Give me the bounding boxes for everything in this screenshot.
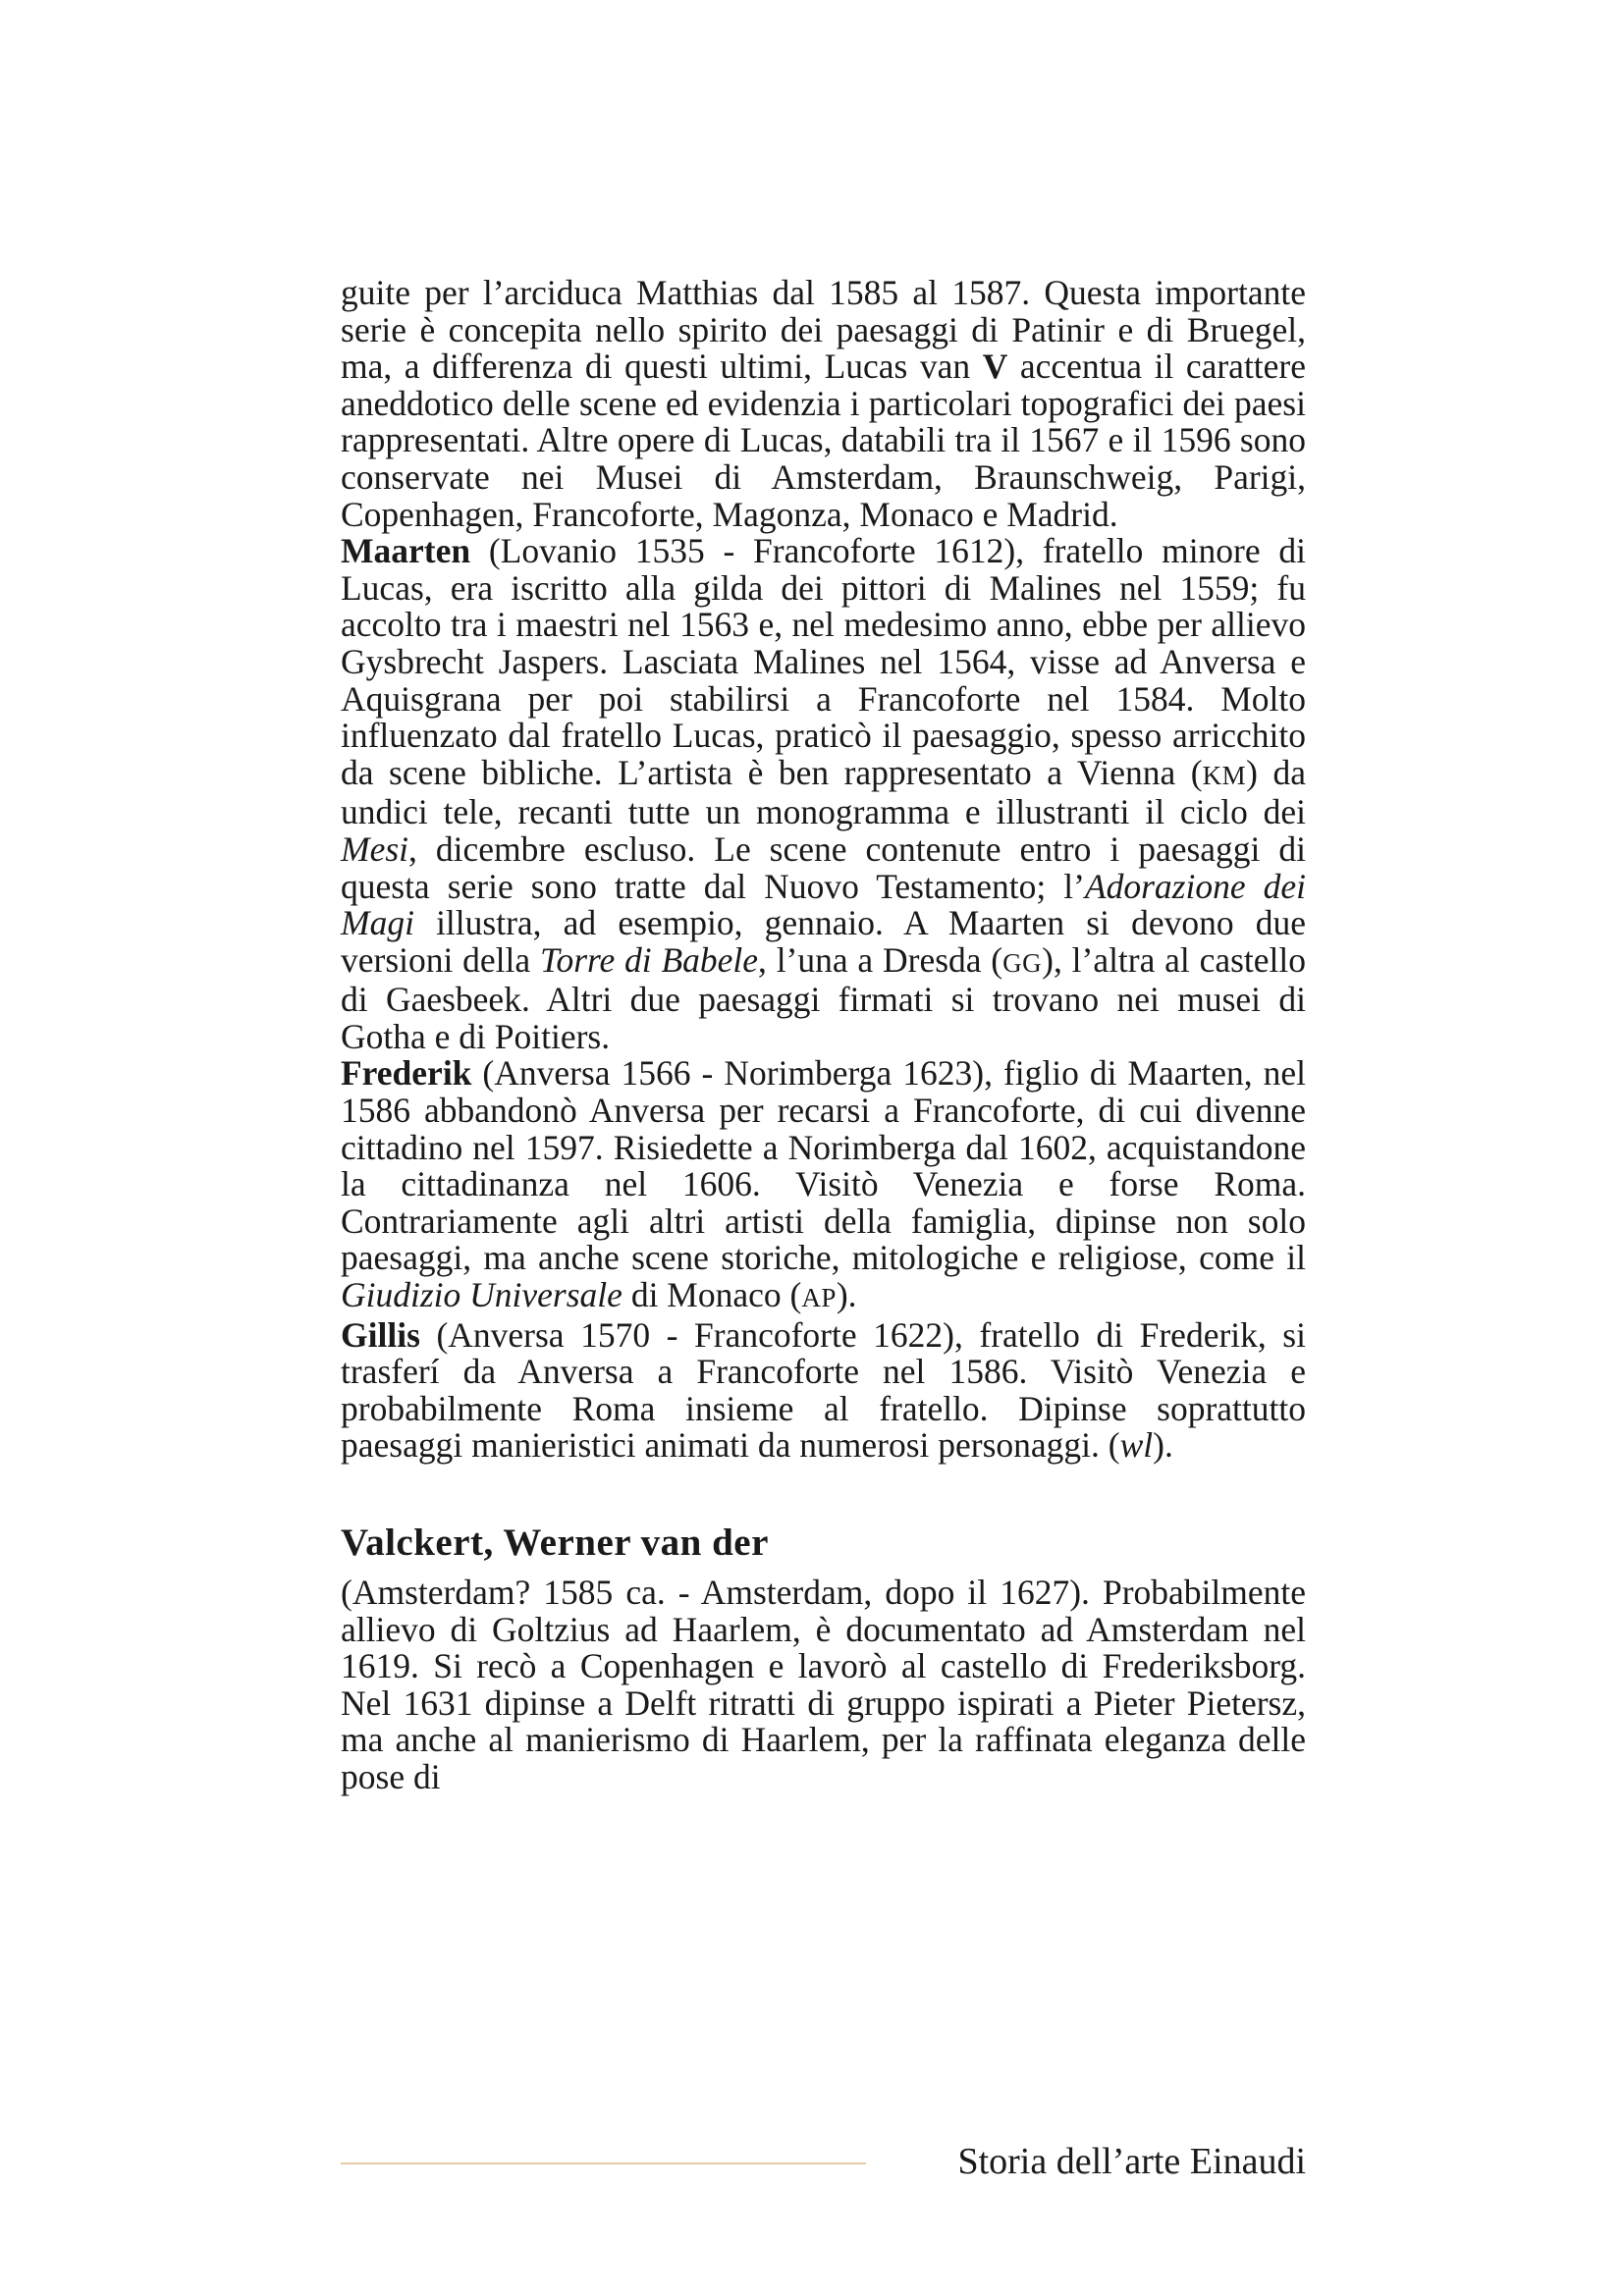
- page-footer: [341, 2140, 1306, 2189]
- page-content: [341, 275, 1306, 1796]
- paragraph-valckert: (Amsterdam? 1585 ca. - Amsterdam, dopo il 1627). Probabilmente allievo di Goltzius ad Haarlem, è documentato ad Amsterdam nel 1619. Si recò a Copenhagen e lavorò al castello di Frederiksborg. Nel 1631 dipinse a Delft ritratti di gruppo ispirati a Pieter Pietersz, ma anche al manierismo di Haarlem, per la raffinata eleganza delle pose di: [341, 1573, 1306, 1796]
- bold-letter: V: [982, 347, 1008, 387]
- paragraph-maarten: [341, 533, 1306, 1055]
- text-run: ) da undici tele, recanti tutte un monogramma e illustranti il ciclo dei: [341, 752, 1306, 832]
- text-run: , l’una a Dresda (: [758, 939, 1003, 980]
- artist-name: Frederik: [341, 1053, 472, 1094]
- text-run: ).: [836, 1275, 857, 1315]
- text-run: (Lovanio 1535 - Francoforte 1612), fratello minore di Lucas, era iscritto alla gilda dei pittori di Malines nel 1559; fu accolto tra i maestri nel 1563 e, nel medesimo anno, ebbe per allievo Gysbrecht Jaspers. Lasciata Malines nel 1564, visse ad Anversa e Aquisgrana per poi stabilirsi a Francoforte nel 1584. Molto influenzato dal fratello Lucas, praticò il paesaggio, spesso arricchito da scene bibliche. L’artista è ben rappresentato a Vienna (: [341, 531, 1306, 792]
- artist-name: Maarten: [341, 531, 471, 571]
- text-run: illustra, ad esempio, gennaio. A Maarten si devono due versioni della: [341, 903, 1306, 980]
- text-run: ), l’altra al castello di Gaesbeek. Altri due paesaggi firmati si trovano nei musei di Gotha e di Poitiers.: [341, 939, 1307, 1056]
- paragraph-gillis: [341, 1314, 1306, 1466]
- paragraph-frederik: [341, 1055, 1306, 1316]
- text-run: (Anversa 1570 - Francoforte 1622), fratello di Frederik, si trasferí da Anversa a Francoforte nel 1586. Visitò Venezia e probabilmente Roma insieme al fratello. Dipinse soprattutto paesaggi manieristici animati da numerosi personaggi. (: [341, 1314, 1306, 1466]
- museum-abbreviation: KM: [1202, 760, 1247, 790]
- text-run: (Anversa 1566 - Norimberga 1623), figlio di Maarten, nel 1586 abbandonò Anversa per recarsi a Francoforte, di cui divenne cittadino nel 1597. Risiedette a Norimberga dal 1602, acquistandone la cittadinanza nel 1606. Visitò Venezia e forse Roma. Contrariamente agli altri artisti della famiglia, dipinse non solo paesaggi, ma anche scene storiche, mitologiche e religiose, come il: [341, 1053, 1306, 1278]
- artist-name: Gillis: [341, 1314, 420, 1355]
- footer-rule: [341, 2163, 866, 2164]
- artwork-title: Mesi: [341, 828, 409, 869]
- text-run: accentua il carattere aneddotico delle scene ed evidenzia i particolari topografici dei paesi rappresentati. Altre opere di Lucas, databili tra il 1567 e il 1596 sono conservate nei Musei di Amsterdam, Braunschweig, Parigi, Copenhagen, Francoforte, Magonza, Monaco e Madrid.: [341, 347, 1307, 534]
- museum-abbreviation: AP: [801, 1283, 837, 1313]
- text-run: di Monaco (: [622, 1275, 802, 1315]
- text-run: guite per l’arciduca Matthias dal 1585 al 1587. Questa importante serie è concepita nello spirito dei paesaggi di Patinir e di Bruegel, ma, a differenza di questi ultimi, Lucas van: [341, 273, 1306, 387]
- artwork-title: Torre di Babele: [539, 939, 759, 980]
- text-run: ).: [1153, 1425, 1173, 1466]
- author-initials: wl: [1119, 1425, 1154, 1466]
- entry-heading: Valckert, Werner van der: [341, 1522, 769, 1564]
- artwork-title: Adorazione dei Magi: [341, 866, 1306, 943]
- paragraph-lucas-continued: [341, 275, 1306, 533]
- footer-publisher: Storia dell’arte Einaudi: [957, 2141, 1306, 2182]
- artwork-title: Giudizio Universale: [341, 1275, 622, 1315]
- museum-abbreviation: GG: [1002, 947, 1043, 978]
- text-run: , dicembre escluso. Le scene contenute entro i paesaggi di questa serie sono tratte dal Nuovo Testamento; l’: [341, 828, 1306, 906]
